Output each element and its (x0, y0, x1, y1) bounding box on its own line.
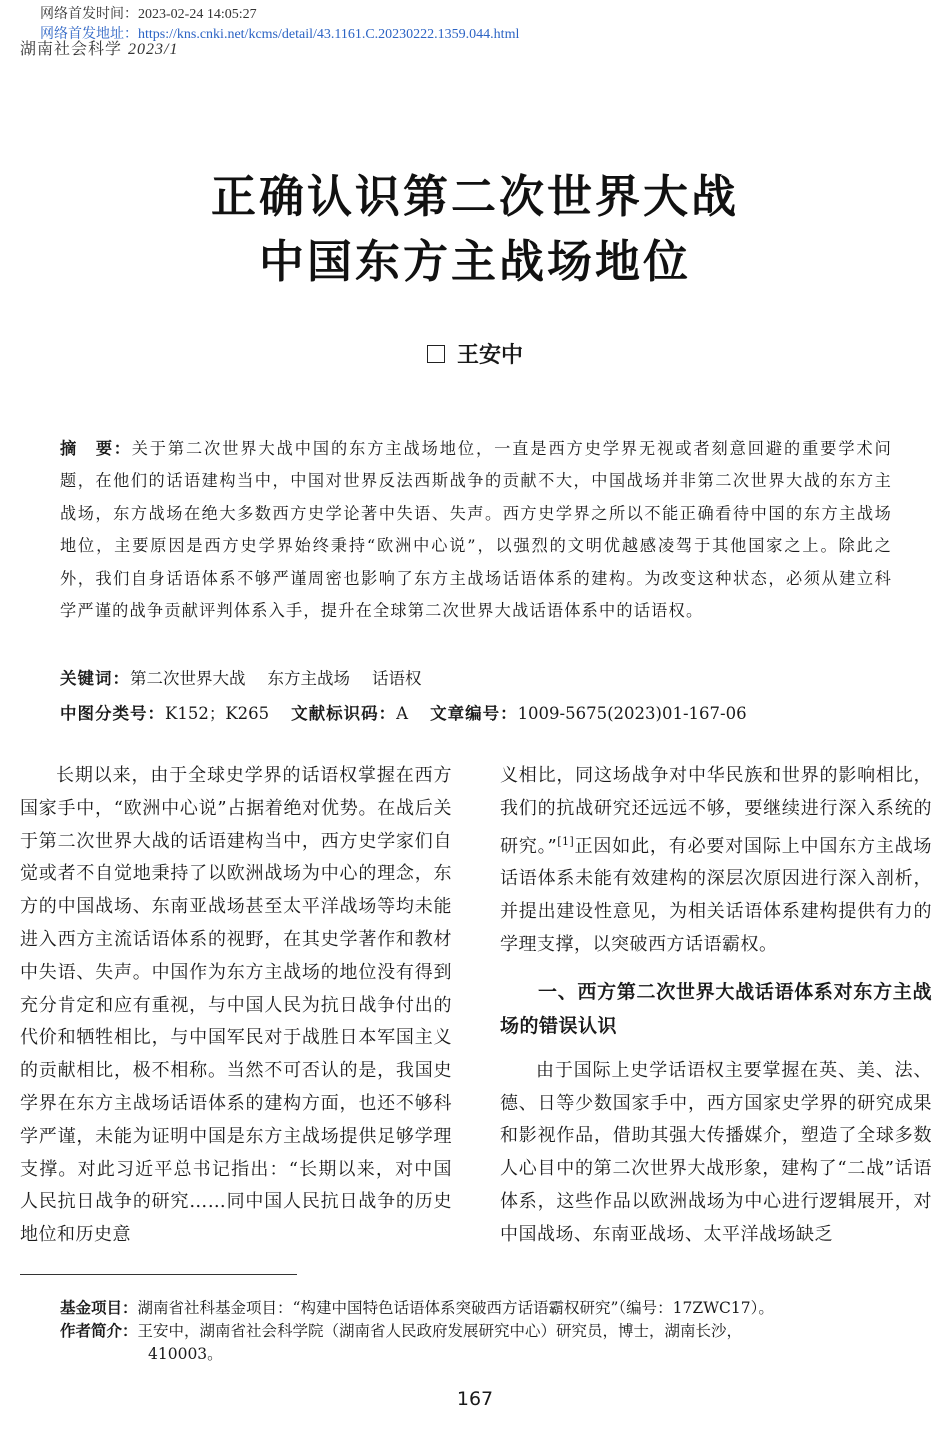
keywords (60, 665, 892, 689)
journal-issue: 2023/1 (128, 41, 179, 58)
doc-code-value: A (396, 704, 409, 723)
bio-label: 作者简介： (60, 1322, 138, 1340)
body-paragraph (500, 760, 932, 962)
bio-text-cont: 410003。 (148, 1345, 223, 1363)
keyword-item: 东方主战场 (267, 669, 350, 688)
author-name: 王安中 (456, 343, 523, 368)
section-heading: 一、西方第二次世界大战话语体系对东方主战场的错误认识 (500, 980, 932, 1037)
body-column-left (20, 760, 452, 1252)
classification-line (60, 700, 892, 724)
bio-text: 王安中，湖南省社会科学院（湖南省人民政府发展研究中心）研究员，博士，湖南长沙， (137, 1322, 743, 1340)
article-number-value: 1009-5675(2023)01-167-06 (517, 704, 747, 723)
body-paragraph: 由于国际上史学话语权主要掌握在英、美、法、德、日等少数国家手中，西方国家史学界的研究成果和影视作品，借助其强大传播媒介，塑造了全球多数人心目中的第二次世界大战形象，建构了“二战”话语体系，这些作品以欧洲战场为中心进行逻辑展开，对中国战场、东南亚战场、太平洋战场缺乏 (500, 1059, 932, 1245)
article-number-label: 文章编号： (430, 704, 518, 723)
citation-marker[interactable]: [1] (557, 834, 575, 848)
page-number: 167 (456, 1388, 494, 1410)
body-text: 正因如此，有必要对国际上中国东方主战场话语体系未能有效建构的深层次原因进行深入剖析，并提出建设性意见，为相关话语体系建构提供有力的学理支撑，以突破西方话语霸权。 (500, 835, 933, 955)
article-title-line-1: 正确认识第二次世界大战 (210, 170, 739, 223)
body-column-right (500, 760, 932, 1252)
keywords-label: 关键词： (60, 669, 130, 688)
article-title-line-2: 中国东方主战场地位 (258, 235, 691, 288)
keyword-item: 话语权 (372, 669, 422, 688)
clc-value: K152；K265 (165, 704, 270, 723)
abstract-text: 关于第二次世界大战中国的东方主战场地位，一直是西方史学界无视或者刻意回避的重要学术问题，在他们的话语建构当中，中国对世界反法西斯战争的贡献不大，中国战场并非第二次世界大战的东方主战场，东方战场在绝大多数西方史学论著中失语、失声。西方史学界之所以不能正确看待中国的东方主战场地位，主要原因是西方史学界始终秉持“欧洲中心说”，以强烈的文明优越感凌驾于其他国家之上。除此之外，我们自身话语体系不够严谨周密也影响了东方主战场话语体系的建构。为改变这种状态，必须从建立科学严谨的战争贡献评判体系入手，提升在全球第二次世界大战话语体系中的话语权。 (60, 439, 892, 621)
fund-label: 基金项目： (60, 1299, 138, 1317)
online-publish-url[interactable]: 网络首发地址：https://kns.cnki.net/kcms/detail/43.1161.C.20230222.1359.044.html (40, 27, 520, 42)
abstract (60, 433, 892, 627)
abstract-label: 摘 要： (60, 439, 132, 458)
body-text: 义相比，同这场战争对中华民族和世界的影响相比，我们的抗战研究还远远不够，要继续进行深入系统的研究。” (500, 765, 932, 857)
author-bio (60, 1320, 940, 1366)
body-paragraph: 长期以来，由于全球史学界的话语权掌握在西方国家手中，“欧洲中心说”占据着绝对优势。在战后关于第二次世界大战的话语建构当中，西方史学家们自觉或者不自觉地秉持了以欧洲战场为中心的理念，东方的中国战场、东南亚战场甚至太平洋战场等均未能进入西方主流话语体系的视野，在其史学著作和教材中失语、失声。中国作为东方主战场的地位没有得到充分肯定和应有重视，与中国人民为抗日战争付出的代价和牺牲相比，与中国军民对于战胜日本军国主义的贡献相比，极不相称。当然不可否认的是，我国史学界在东方主战场话语体系的建构方面，也还不够科学严谨，未能为证明中国是东方主战场提供足够学理支撑。对此习近平总书记指出：“长期以来，对中国人民抗日战争的研究……同中国人民抗日战争的历史地位和历史意 (20, 765, 452, 1246)
online-publish-time: 网络首发时间：2023-02-24 14:05:27 (40, 7, 257, 22)
doc-code-label: 文献标识码： (291, 704, 397, 723)
clc-label: 中图分类号： (60, 704, 165, 723)
journal-name: 湖南社会科学 (20, 39, 123, 58)
fund-text: 湖南省社科基金项目：“构建中国特色话语体系突破西方话语霸权研究”（编号：17ZWC17）。 (137, 1299, 774, 1317)
author-line (0, 338, 950, 369)
footnote-divider (20, 1274, 297, 1275)
fund-note (60, 1297, 940, 1320)
square-bullet-icon (427, 345, 445, 363)
keyword-item: 第二次世界大战 (130, 669, 246, 688)
